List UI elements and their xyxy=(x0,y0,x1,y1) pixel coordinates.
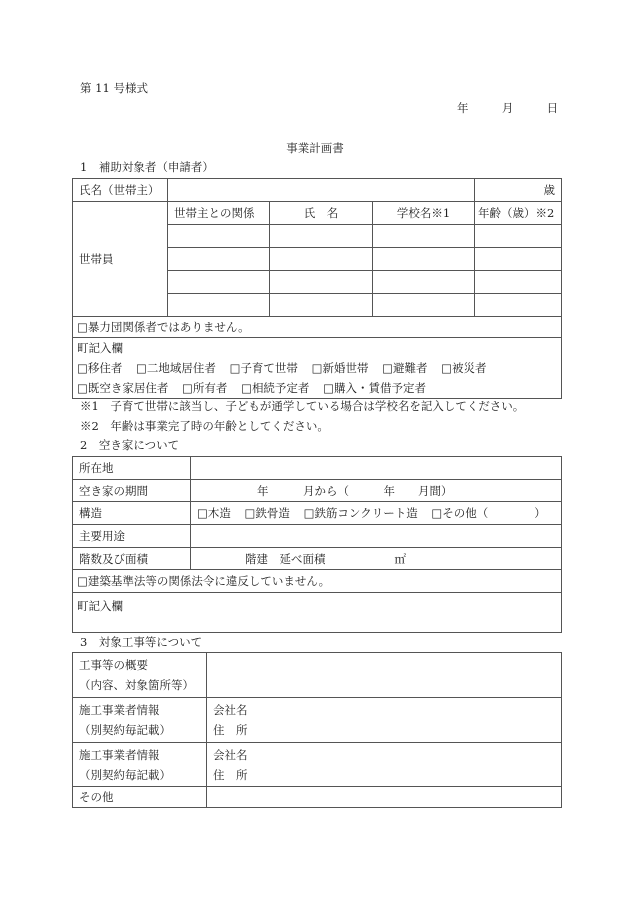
note-1: ※1 子育て世帯に該当し、子どもが通学している場合は学校名を記入してください。 xyxy=(80,399,525,413)
overview-input[interactable] xyxy=(207,653,562,698)
option-label: 購入・賃借予定者 xyxy=(333,381,426,395)
checkbox-icon xyxy=(304,506,315,520)
age-unit: 歳 xyxy=(543,183,556,197)
checkbox-icon xyxy=(197,506,208,520)
applicant-table xyxy=(72,178,562,399)
member-name-input[interactable] xyxy=(270,294,373,317)
option-childrearing[interactable] xyxy=(230,361,298,375)
member-age-input[interactable] xyxy=(475,248,562,271)
member-age-input[interactable] xyxy=(475,225,562,248)
member-relation-input[interactable] xyxy=(168,225,270,248)
checkbox-icon xyxy=(182,381,193,395)
option-label: 新婚世帯 xyxy=(322,361,369,375)
address-label: 住 所 xyxy=(213,767,248,782)
head-name-input[interactable] xyxy=(168,179,475,202)
option-disaster-victim[interactable] xyxy=(441,361,486,375)
page-title: 事業計画書 xyxy=(286,141,344,155)
company-name-label: 会社名 xyxy=(213,703,248,717)
checkbox-icon xyxy=(77,320,88,334)
location-label: 所在地 xyxy=(73,457,191,480)
option-label: 被災者 xyxy=(452,361,487,375)
option-evacuee[interactable] xyxy=(382,361,427,375)
option-rc[interactable] xyxy=(304,506,418,520)
option-other[interactable] xyxy=(431,506,545,520)
member-name-input[interactable] xyxy=(270,248,373,271)
option-label: 所有者 xyxy=(192,381,228,395)
compliance-text: 建築基準法等の関係法令に違反していません。 xyxy=(87,574,331,588)
member-age-input[interactable] xyxy=(475,271,562,294)
town-options-row1 xyxy=(77,358,561,378)
option-existing-resident[interactable] xyxy=(77,381,168,395)
option-migrant[interactable] xyxy=(77,361,122,375)
overview-label-line1: 工事等の概要 xyxy=(79,658,148,672)
date-year: 年 xyxy=(457,101,469,115)
checkbox-icon xyxy=(77,574,88,588)
option-label: 木造 xyxy=(207,506,231,520)
town-options-row2 xyxy=(77,378,561,398)
checkbox-icon xyxy=(312,361,323,375)
contractor-label-line1: 施工事業者情報 xyxy=(79,747,160,762)
head-age-input[interactable] xyxy=(475,179,562,202)
company-name-label: 会社名 xyxy=(213,747,248,762)
checkbox-icon xyxy=(136,361,147,375)
town-field-2[interactable] xyxy=(73,593,562,633)
section2-heading: 2 空き家について xyxy=(80,438,180,452)
col-school: 学校名※1 xyxy=(373,202,475,225)
vacancy-period-input[interactable]: 年 月から（ 年 月間） xyxy=(191,480,562,502)
checkbox-icon xyxy=(241,381,252,395)
contractor-label-line1: 施工事業者情報 xyxy=(79,703,160,717)
checkbox-icon xyxy=(441,361,452,375)
town-field xyxy=(73,338,562,399)
option-label: 既空き家居住者 xyxy=(87,381,169,395)
option-owner[interactable] xyxy=(182,381,227,395)
member-name-input[interactable] xyxy=(270,271,373,294)
option-label: 避難者 xyxy=(393,361,428,375)
contractor-label xyxy=(73,698,207,743)
option-label: 鉄骨造 xyxy=(255,506,290,520)
member-school-input[interactable] xyxy=(373,271,475,294)
checkbox-icon xyxy=(230,361,241,375)
option-wood[interactable] xyxy=(197,506,231,520)
checkbox-icon xyxy=(245,506,256,520)
option-newlywed[interactable] xyxy=(312,361,369,375)
member-relation-input[interactable] xyxy=(168,271,270,294)
contractor-info[interactable] xyxy=(207,698,562,743)
use-input[interactable] xyxy=(191,525,562,548)
other-label: その他 xyxy=(73,787,207,808)
checkbox-icon xyxy=(382,361,393,375)
col-relation: 世帯主との関係 xyxy=(168,202,270,225)
contractor-label-line2: （別契約毎記載） xyxy=(79,723,171,737)
option-steel[interactable] xyxy=(245,506,290,520)
option-label: 子育て世帯 xyxy=(240,361,298,375)
vacant-house-table xyxy=(72,456,562,633)
date-month: 月 xyxy=(501,101,514,115)
declaration-checkbox[interactable] xyxy=(73,317,562,338)
use-label: 主要用途 xyxy=(73,525,191,548)
option-label: 相続予定者 xyxy=(251,381,310,395)
date-line xyxy=(457,103,558,115)
option-label: 鉄筋コンクリート造 xyxy=(314,506,418,520)
col-age: 年齢（歳）※2 xyxy=(475,202,562,225)
declaration-text: 暴力団関係者ではありません。 xyxy=(87,320,250,334)
address-label: 住 所 xyxy=(213,723,248,737)
floors-label: 階数及び面積 xyxy=(73,548,191,570)
option-label: 二地域居住者 xyxy=(146,361,216,375)
section3-heading: 3 対象工事等について xyxy=(80,635,203,649)
town-field-label: 町記入欄 xyxy=(77,599,123,613)
checkbox-icon xyxy=(431,506,442,520)
member-school-input[interactable] xyxy=(373,294,475,317)
checkbox-icon xyxy=(323,381,334,395)
structure-label: 構造 xyxy=(73,502,191,525)
note-2: ※2 年齢は事業完了時の年齢としてください。 xyxy=(80,419,329,433)
member-relation-input[interactable] xyxy=(168,294,270,317)
member-relation-input[interactable] xyxy=(168,248,270,271)
contractor-info[interactable] xyxy=(207,743,562,787)
checkbox-icon xyxy=(77,381,88,395)
location-input[interactable] xyxy=(191,457,562,480)
floors-area-input[interactable]: 階建 延べ面積 ㎡ xyxy=(191,548,562,570)
other-input[interactable] xyxy=(207,787,562,808)
overview-label-line2: （内容、対象箇所等） xyxy=(79,678,194,692)
option-label: 移住者 xyxy=(87,361,123,375)
option-heir[interactable] xyxy=(241,381,309,395)
col-name: 氏 名 xyxy=(270,202,373,225)
structure-options xyxy=(191,502,562,525)
members-label: 世帯員 xyxy=(73,202,168,317)
member-school-input[interactable] xyxy=(373,225,475,248)
member-age-input[interactable] xyxy=(475,294,562,317)
contractor-label xyxy=(73,743,207,787)
option-dual-region[interactable] xyxy=(136,361,216,375)
construction-table xyxy=(72,652,562,808)
town-field-label: 町記入欄 xyxy=(77,341,123,355)
checkbox-icon xyxy=(77,361,88,375)
member-name-input[interactable] xyxy=(270,225,373,248)
option-label: その他（ ） xyxy=(442,506,546,520)
date-day: 日 xyxy=(546,101,559,115)
form-number: 第 11 号様式 xyxy=(80,81,148,95)
vacancy-label: 空き家の期間 xyxy=(73,480,191,502)
section1-heading: 1 補助対象者（申請者） xyxy=(80,160,214,174)
option-purchaser-lessee[interactable] xyxy=(323,381,426,395)
member-school-input[interactable] xyxy=(373,248,475,271)
head-name-label: 氏名（世帯主） xyxy=(73,179,168,202)
contractor-label-line2: （別契約毎記載） xyxy=(79,767,171,782)
compliance-checkbox[interactable] xyxy=(73,570,562,593)
overview-label xyxy=(73,653,207,698)
